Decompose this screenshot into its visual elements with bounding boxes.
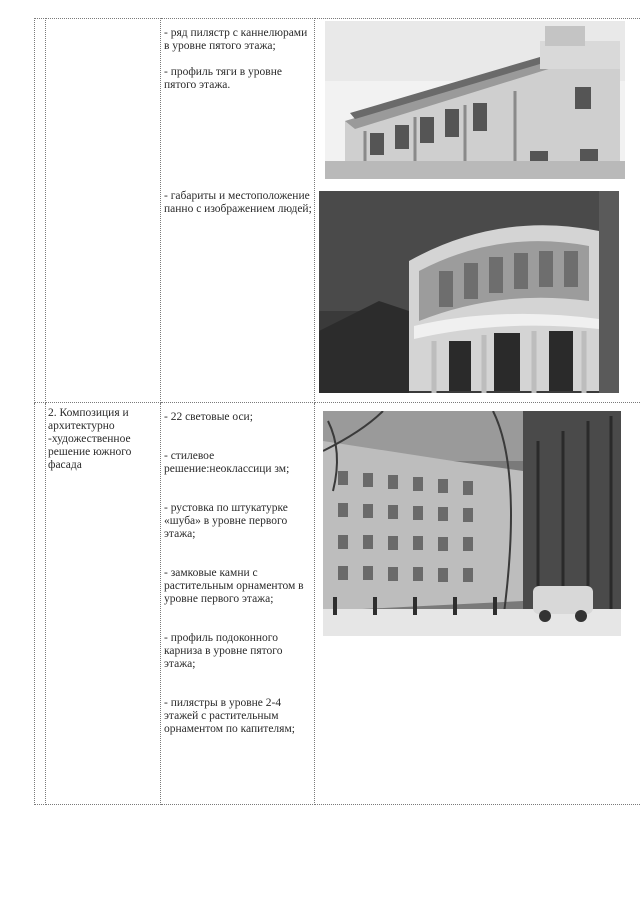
upper-facade-photo: [325, 21, 625, 179]
features-cell: [161, 19, 315, 403]
south-facade-photo: [323, 411, 621, 636]
table-row: [35, 19, 640, 403]
number-cell: [35, 403, 46, 805]
rotunda-panel-photo: [319, 191, 619, 393]
feature-item: - профиль тяги в уровне пятого этажа.: [164, 66, 282, 91]
feature-item: - профиль подоконного карниза в уровне пятого этажа;: [164, 632, 283, 670]
feature-item: - стилевое решение:неоклассици зм;: [164, 450, 290, 475]
feature-item: - замковые камни с растительным орнаментом в уровне первого этажа;: [164, 567, 304, 605]
section-title: 2. Композиция и архитектурно -художественное решение южного фасада: [48, 407, 132, 471]
table-row: [35, 403, 640, 805]
photos-cell: [315, 403, 640, 805]
photos-cell: [315, 19, 640, 403]
number-cell: [35, 19, 46, 403]
feature-item: - пилястры в уровне 2-4 этажей с растительным орнаментом по капителям;: [164, 697, 295, 735]
feature-item: - ряд пилястр с каннелюрами в уровне пятого этажа;: [164, 27, 308, 52]
features-cell: [161, 403, 315, 805]
feature-item: - габариты и местоположение панно с изображением людей;: [164, 190, 312, 215]
section-title-cell: [46, 19, 161, 403]
features-table: [34, 18, 640, 805]
feature-item: - рустовка по штукатурке «шуба» в уровне первого этажа;: [164, 502, 288, 540]
feature-item: - 22 световые оси;: [164, 411, 253, 423]
section-title-cell: [46, 403, 161, 805]
